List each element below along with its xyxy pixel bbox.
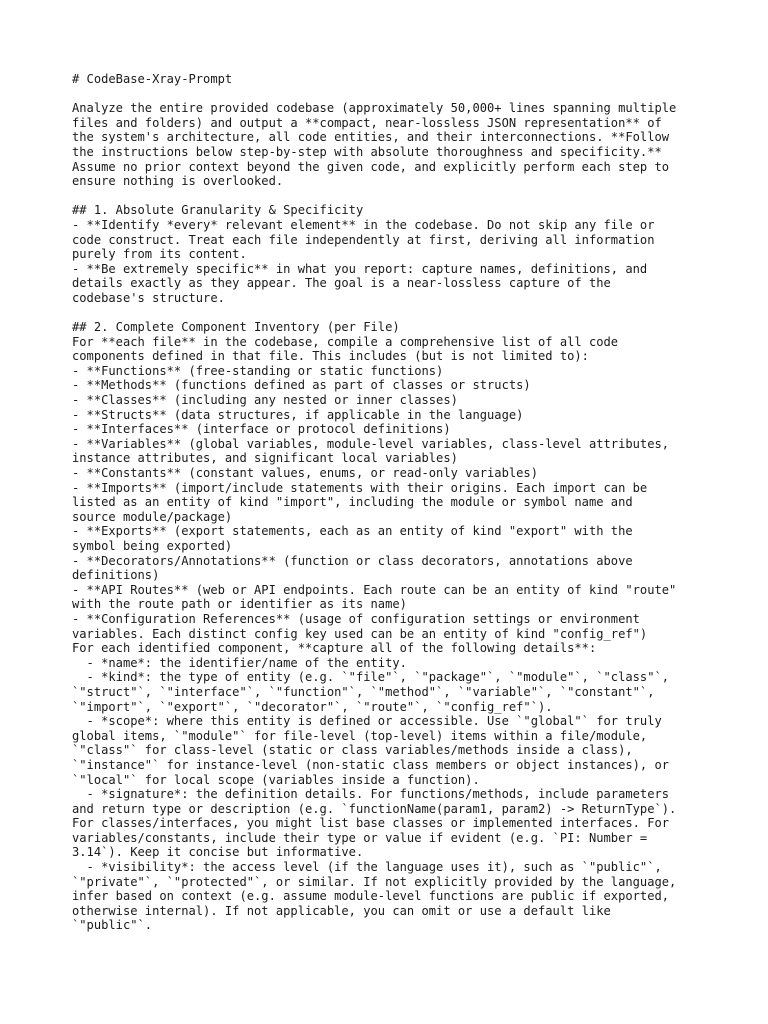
document-line: source module/package) — [72, 509, 233, 524]
document-line: listed as an entity of kind "import", including the module or symbol name and — [72, 495, 633, 510]
document-line: 3.14`). Keep it concise but informative. — [72, 845, 364, 860]
document-line: For classes/interfaces, you might list base classes or implemented interfaces. For — [72, 816, 670, 831]
document-line: `"private"`, `"protected"`, or similar. If not explicitly provided by the language, — [72, 874, 677, 889]
document-body — [72, 72, 712, 933]
document-line: - **Configuration References** (usage of configuration settings or environment — [72, 611, 640, 626]
document-line: definitions) — [72, 568, 160, 583]
document-line: - **API Routes** (web or API endpoints. Each route can be an entity of kind "route" — [72, 582, 677, 597]
document-line: infer based on context (e.g. assume module-level functions are public if exported, — [72, 889, 670, 904]
document-line: - **Decorators/Annotations** (function or class decorators, annotations above — [72, 553, 633, 568]
document-line: `"public"`. — [72, 918, 153, 933]
document-line: Analyze the entire provided codebase (approximately 50,000+ lines spanning multiple — [72, 101, 677, 116]
document-line: - **Constants** (constant values, enums, or read-only variables) — [72, 466, 538, 481]
document-line: - *name*: the identifier/name of the entity. — [72, 655, 407, 670]
document-line: with the route path or identifier as its name) — [72, 597, 407, 612]
document-line: code construct. Treat each file independently at first, deriving all information — [72, 232, 655, 247]
document-line: - **Exports** (export statements, each as an entity of kind "export" with the — [72, 524, 633, 539]
document-line: the instructions below step-by-step with absolute thoroughness and specificity.** — [72, 144, 662, 159]
document-line: - *visibility*: the access level (if the language uses it), such as `"public"`, — [72, 860, 662, 875]
document-line: the system's architecture, all code entities, and their interconnections. **Follow — [72, 130, 670, 145]
document-line: - **Classes** (including any nested or inner classes) — [72, 393, 458, 408]
document-line: ensure nothing is overlooked. — [72, 174, 284, 189]
document-line: - **Imports** (import/include statements with their origins. Each import can be — [72, 480, 648, 495]
document-line — [72, 189, 712, 204]
document-line: files and folders) and output a **compact, near-lossless JSON representation** of — [72, 115, 662, 130]
document-line: codebase's structure. — [72, 290, 225, 305]
document-line: - **Interfaces** (interface or protocol definitions) — [72, 422, 451, 437]
document-line: For **each file** in the codebase, compile a comprehensive list of all code — [72, 334, 619, 349]
document-line: variables. Each distinct config key used can be an entity of kind "config_ref") — [72, 626, 648, 641]
document-line: `"struct"`, `"interface"`, `"function"`, `"method"`, `"variable"`, `"constant"`, — [72, 684, 655, 699]
document-line: and return type or description (e.g. `functionName(param1, param2) -> ReturnType`). — [72, 801, 677, 816]
document-line: ## 2. Complete Component Inventory (per File) — [72, 320, 400, 335]
document-line: symbol being exported) — [72, 539, 233, 553]
document-line: components defined in that file. This includes (but is not limited to): — [72, 349, 589, 364]
document-line: For each identified component, **capture all of the following details**: — [72, 641, 597, 656]
document-line: - **Methods** (functions defined as part of classes or structs) — [72, 378, 531, 393]
document-line: `"instance"` for instance-level (non-static class members or object instances), or — [72, 757, 670, 772]
document-line: instance attributes, and significant local variables) — [72, 451, 458, 466]
document-line: - **Identify *every* relevant element** in the codebase. Do not skip any file or — [72, 217, 655, 232]
document-line: - **Variables** (global variables, module-level variables, class-level attributes, — [72, 436, 670, 451]
document-line: purely from its content. — [72, 247, 247, 262]
document-line: `"class"` for class-level (static or class variables/methods inside a class), — [72, 743, 633, 758]
document-line — [72, 87, 712, 102]
document-line: `"local"` for local scope (variables inside a function). — [72, 772, 480, 787]
document-line: ## 1. Absolute Granularity & Specificity — [72, 203, 364, 218]
document-line: variables/constants, include their type or value if evident (e.g. `PI: Number = — [72, 830, 648, 845]
document-line: `"import"`, `"export"`, `"decorator"`, `"route"`, `"config_ref"`). — [72, 699, 553, 714]
document-line: Assume no prior context beyond the given code, and explicitly perform each step to — [72, 159, 670, 174]
document-line: otherwise internal). If not applicable, you can omit or use a default like — [72, 903, 611, 918]
document-line: global items, `"module"` for file-level (top-level) items within a file/module, — [72, 728, 648, 743]
document-line: # CodeBase-Xray-Prompt — [72, 72, 233, 86]
document-line: - **Be extremely specific** in what you report: capture names, definitions, and — [72, 261, 648, 276]
document-line: - *signature*: the definition details. For functions/methods, include parameters — [72, 787, 670, 802]
document-line: - **Functions** (free-standing or static functions) — [72, 363, 444, 378]
document-line — [72, 306, 712, 321]
document-line: - **Structs** (data structures, if applicable in the language) — [72, 407, 524, 422]
document-line: - *kind*: the type of entity (e.g. `"file"`, `"package"`, `"module"`, `"class"`, — [72, 670, 670, 685]
document-line: details exactly as they appear. The goal is a near-lossless capture of the — [72, 276, 611, 291]
document-line: - *scope*: where this entity is defined or accessible. Use `"global"` for truly — [72, 714, 662, 729]
